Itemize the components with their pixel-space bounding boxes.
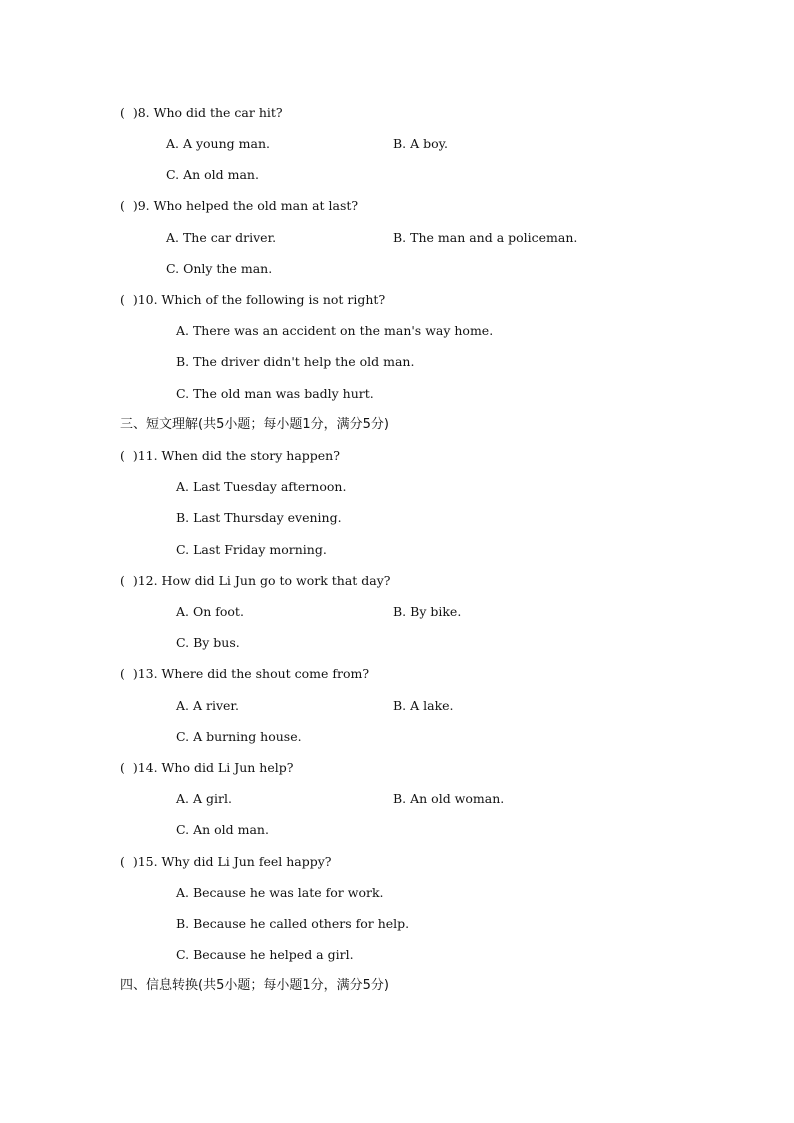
section-3-heading: 三、短文理解(共5小题；每小题1分，满分5分) [120,417,389,432]
question-13-stem: ( )13. Where did the shout come from? [120,666,370,681]
question-14-stem: ( )14. Who did Li Jun help? [120,760,294,775]
question-13-option-a: A. A river. [176,698,239,713]
question-15-stem: ( )15. Why did Li Jun feel happy? [120,854,332,869]
question-15-option-b: B. Because he called others for help. [176,916,410,931]
question-13-option-c: C. A burning house. [176,729,302,744]
question-10-option-c: C. The old man was badly hurt. [176,386,374,401]
question-13-option-b: B. A lake. [393,698,454,713]
question-8-stem: ( )8. Who did the car hit? [120,105,283,120]
question-12-option-c: C. By bus. [176,635,240,650]
question-14-option-c: C. An old man. [176,822,269,837]
question-9-option-b: B. The man and a policeman. [393,230,578,245]
question-12-stem: ( )12. How did Li Jun go to work that day? [120,573,391,588]
question-10-option-a: A. There was an accident on the man's way home. [176,323,494,338]
question-8-option-c: C. An old man. [166,167,259,182]
question-12-option-b: B. By bike. [393,604,462,619]
question-9-option-c: C. Only the man. [166,261,273,276]
question-8-option-a: A. A young man. [166,136,270,151]
question-8-option-b: B. A boy. [393,136,449,151]
question-15-option-a: A. Because he was late for work. [176,885,384,900]
section-4-heading: 四、信息转换(共5小题；每小题1分，满分5分) [120,978,389,993]
question-9-stem: ( )9. Who helped the old man at last? [120,198,359,213]
question-12-option-a: A. On foot. [176,604,244,619]
question-15-option-c: C. Because he helped a girl. [176,947,354,962]
question-10-option-b: B. The driver didn't help the old man. [176,354,415,369]
question-11-stem: ( )11. When did the story happen? [120,448,340,463]
question-10-stem: ( )10. Which of the following is not right? [120,292,386,307]
question-14-option-a: A. A girl. [176,791,232,806]
question-11-option-c: C. Last Friday morning. [176,542,327,557]
question-9-option-a: A. The car driver. [166,230,277,245]
question-14-option-b: B. An old woman. [393,791,505,806]
question-11-option-a: A. Last Tuesday afternoon. [176,479,347,494]
question-11-option-b: B. Last Thursday evening. [176,510,342,525]
